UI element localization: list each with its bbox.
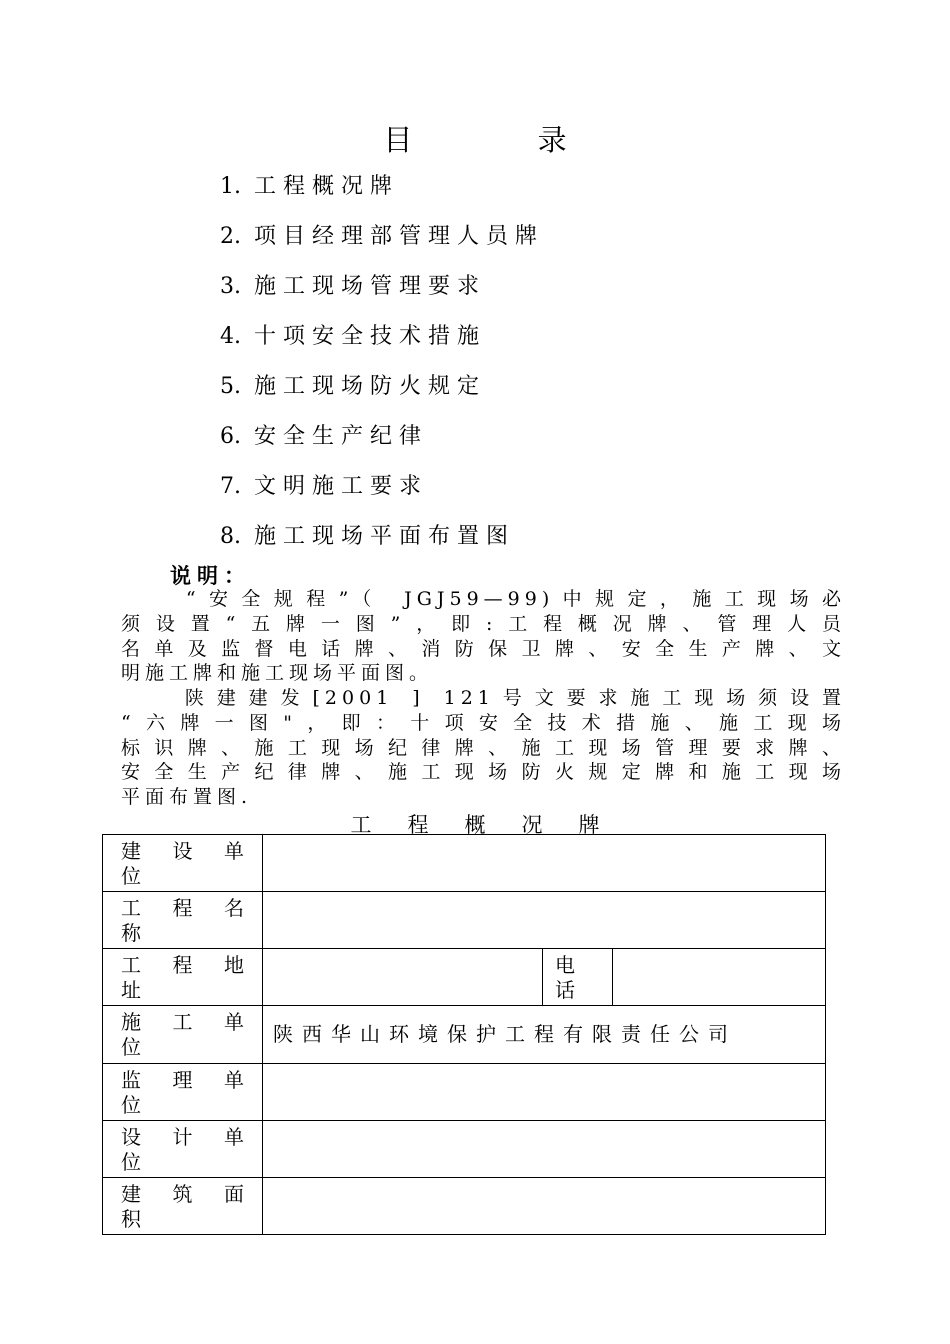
label-char: 监: [121, 1068, 141, 1092]
toc-item: [220, 170, 544, 220]
toc-item-number: 7.: [220, 474, 241, 499]
table-row: [103, 1006, 826, 1064]
label-char: 工: [121, 896, 141, 920]
table-row: [103, 1178, 826, 1235]
toc-item: [220, 520, 544, 570]
row-label: [103, 1064, 263, 1121]
paragraph-line: “安全规程”（ JGJ59—99)中规定，施工现场必: [121, 588, 846, 610]
table-row: [103, 892, 826, 949]
label-char: 位: [121, 864, 141, 888]
paragraph-line: 平面布置图.: [121, 786, 253, 809]
label-char: 位: [121, 1035, 141, 1059]
label-char: 程: [172, 953, 193, 977]
toc-title: 目 录: [383, 123, 625, 157]
paragraph-line: “六牌一图"，即：十项安全技术措施、施工现场: [121, 711, 846, 734]
toc-item-number: 4.: [220, 324, 241, 349]
table-row: [103, 1121, 826, 1178]
label-char: 单: [224, 1068, 244, 1092]
row-value[interactable]: [263, 1121, 826, 1178]
label-char: 施: [121, 1010, 141, 1034]
toc-item-text: 项目经理部管理人员牌: [254, 224, 545, 249]
paragraph-line: 明施工牌和施工现场平面图。: [121, 662, 434, 685]
label-char: 单: [224, 1010, 244, 1034]
label-char: 筑: [172, 1182, 193, 1206]
toc-item: [220, 420, 544, 470]
note-paragraph-1: [121, 587, 846, 686]
toc-item-text: 工程概况牌: [254, 174, 400, 199]
paragraph-line: 安全生产纪律牌、施工现场防火规定牌和施工现场: [121, 761, 846, 784]
row-value[interactable]: [263, 892, 826, 949]
row-label: [103, 1006, 263, 1064]
toc-item: [220, 270, 544, 320]
toc-item: [220, 320, 544, 370]
label-char: 工: [121, 953, 141, 977]
label-char: 地: [224, 953, 244, 977]
row-label: [103, 1121, 263, 1178]
row-label: [103, 949, 263, 1006]
label-char: 单: [224, 1125, 244, 1149]
row-value[interactable]: [263, 1006, 826, 1064]
note-paragraph-2: [121, 686, 846, 810]
label-char: 称: [121, 921, 141, 945]
label-char: 计: [172, 1125, 193, 1149]
row-value[interactable]: [263, 835, 826, 892]
toc-item-text: 施工现场管理要求: [254, 274, 487, 299]
row-label: [103, 892, 263, 949]
phone-label: [543, 949, 613, 1006]
toc-item-text: 安全生产纪律: [254, 424, 429, 449]
table-row: [103, 835, 826, 892]
toc-item-text: 施工现场平面布置图: [254, 524, 516, 549]
toc-item-number: 3.: [220, 274, 241, 299]
table-row: [103, 1064, 826, 1121]
toc-item-number: 8.: [220, 524, 241, 549]
label-char: 位: [121, 1150, 141, 1174]
row-value-text: 陕西华山环境保护工程有限责任公司: [273, 1022, 737, 1046]
label-char: 建: [121, 1182, 141, 1206]
toc-item-number: 2.: [220, 224, 241, 249]
label-char: 址: [121, 978, 141, 1002]
label-char: 程: [172, 896, 193, 920]
toc-item-number: 1.: [220, 174, 241, 199]
toc-item: [220, 370, 544, 420]
project-overview-table: [102, 834, 826, 1235]
toc-item-text: 文明施工要求: [254, 474, 429, 499]
toc-item: [220, 470, 544, 520]
label-char: 电: [555, 953, 575, 977]
label-char: 设: [172, 839, 193, 863]
note-title: 说明：: [170, 564, 251, 588]
paragraph-line: 标识牌、施工现场纪律牌、施工现场管理要求牌、: [121, 736, 846, 759]
row-label: [103, 1178, 263, 1235]
toc-item-text: 十项安全技术措施: [254, 324, 487, 349]
label-char: 面: [224, 1182, 244, 1206]
label-char: 单: [224, 839, 244, 863]
row-value[interactable]: [263, 1064, 826, 1121]
row-value[interactable]: [263, 949, 543, 1006]
row-label: [103, 835, 263, 892]
table-title: 工程概况牌: [350, 813, 636, 837]
toc-item-text: 施工现场防火规定: [254, 374, 487, 399]
label-char: 设: [121, 1125, 141, 1149]
label-char: 位: [121, 1093, 141, 1117]
label-char: 工: [172, 1010, 193, 1034]
table-row: [103, 949, 826, 1006]
label-char: 理: [172, 1068, 193, 1092]
label-char: 话: [555, 978, 575, 1002]
paragraph-line: 须设置“五牌一图”，即:工程概况牌、管理人员: [121, 612, 846, 635]
paragraph-line: 陕建建发[2001 ] 121号文要求施工现场须设置: [121, 687, 846, 709]
label-char: 建: [121, 839, 141, 863]
row-value[interactable]: [263, 1178, 826, 1235]
toc-list: [220, 170, 544, 570]
toc-item-number: 6.: [220, 424, 241, 449]
toc-item-number: 5.: [220, 374, 241, 399]
label-char: 积: [121, 1207, 141, 1231]
toc-item: [220, 220, 544, 270]
paragraph-line: 名单及监督电话牌、消防保卫牌、安全生产牌、文: [121, 637, 846, 660]
label-char: 名: [224, 896, 244, 920]
phone-value[interactable]: [613, 949, 826, 1006]
